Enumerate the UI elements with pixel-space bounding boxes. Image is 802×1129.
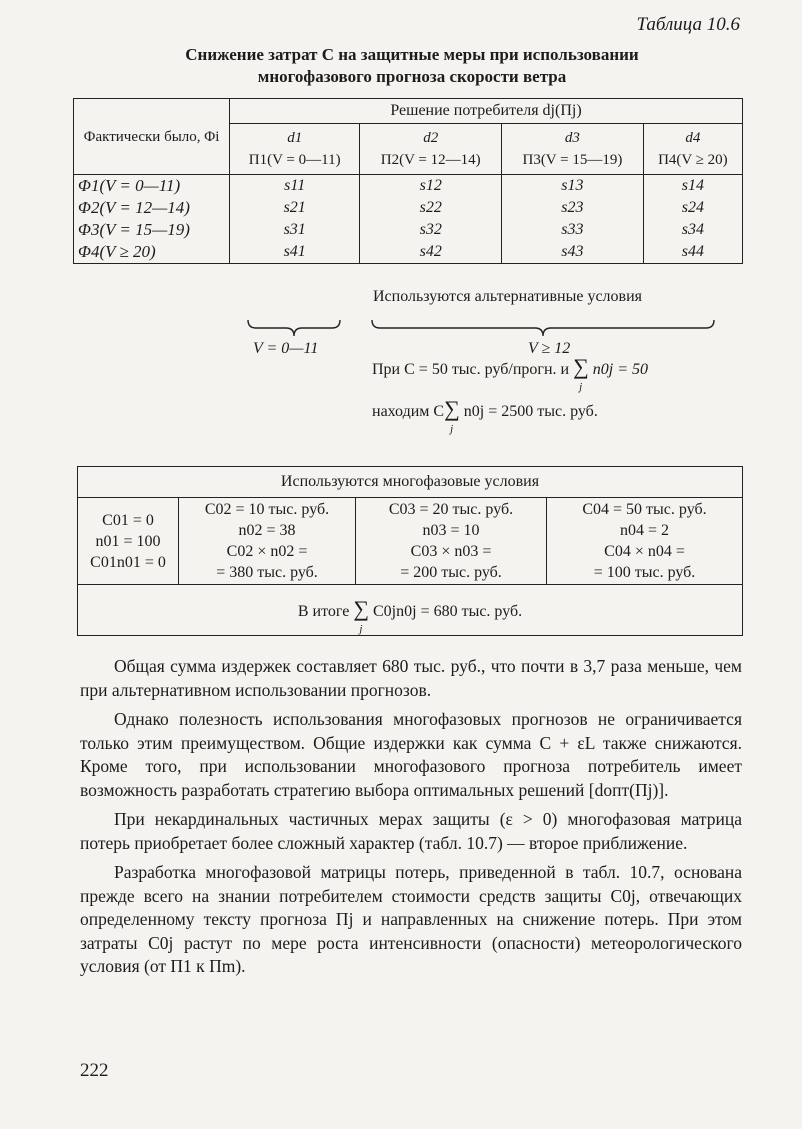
table-row xyxy=(74,175,743,198)
alternative-line-1: При C = 50 тыс. руб/прогн. и ∑ j n0j = 50 xyxy=(372,354,649,393)
actual-state-header: Фактически было, Φi xyxy=(74,99,230,175)
table-cell: s33 xyxy=(502,219,644,241)
alternative-conditions-title: Используются альтернативные условия xyxy=(373,288,643,305)
table-cell: s32 xyxy=(360,219,502,241)
table-cell: s34 xyxy=(643,219,742,241)
v-range-left: V = 0—11 xyxy=(253,340,319,357)
multiphase-header: Используются многофазовые условия xyxy=(78,467,743,498)
sum-symbol-icon: ∑ j xyxy=(573,354,589,393)
table-cell: C03 = 20 тыс. руб. n03 = 10 C03 × n03 = = 200 тыс. руб. xyxy=(356,498,547,585)
caption-line-2: многофазового прогноза скорости ветра xyxy=(257,67,567,86)
decision-matrix-table xyxy=(73,98,743,264)
table-cell: s44 xyxy=(643,241,742,264)
table-cell: s23 xyxy=(502,197,644,219)
caption-line-1: Снижение затрат C на защитные меры при использовании xyxy=(185,45,639,64)
paragraph: При некардинальных частичных мерах защиты (ε > 0) многофазовая матрица потерь приобретает более сложный характер (табл. 10.7) — второе приближение. xyxy=(80,809,742,853)
right-brace-icon xyxy=(370,318,716,338)
column-header-d4: d4 Π4(V ≥ 20) xyxy=(643,124,742,175)
paragraph: Разработка многофазовой матрицы потерь, приведенной в табл. 10.7, основана прежде всего на знании потребителем стоимости средств защиты C0j, отвечающих определенному тексту прогноза Πj и направленных на снижение потерь. При этом затраты C0j растут по мере роста интенсивности (опасности) метеорологического условия (от Π1 к Πm). xyxy=(80,862,742,976)
column-header-d2: d2 Π2(V = 12—14) xyxy=(360,124,502,175)
alternative-line-2: находим C∑ j n0j = 2500 тыс. руб. xyxy=(372,396,598,435)
multiphase-table xyxy=(77,466,743,636)
row-label: Φ2(V = 12—14) xyxy=(74,197,230,219)
table-row xyxy=(74,197,743,219)
row-label: Φ3(V = 15—19) xyxy=(74,219,230,241)
table-cell: s13 xyxy=(502,175,644,198)
v-range-right: V ≥ 12 xyxy=(528,340,571,357)
left-brace-icon xyxy=(246,318,342,338)
total-row: В итоге ∑ j C0jn0j = 680 тыс. руб. xyxy=(78,585,743,636)
table-cell: s41 xyxy=(230,241,360,264)
table-cell: s11 xyxy=(230,175,360,198)
table-cell: C01 = 0 n01 = 100 C01n01 = 0 xyxy=(78,498,179,585)
table-cell: s43 xyxy=(502,241,644,264)
table-cell: s14 xyxy=(643,175,742,198)
column-header-d1: d1 Π1(V = 0—11) xyxy=(230,124,360,175)
table-number-label: Таблица 10.6 xyxy=(636,14,740,35)
table-cell: s12 xyxy=(360,175,502,198)
column-header-d3: d3 Π3(V = 15—19) xyxy=(502,124,644,175)
page-number: 222 xyxy=(80,1060,109,1081)
paragraph: Общая сумма издержек составляет 680 тыс. руб., что почти в 3,7 раза меньше, чем при альтернативном использовании прогнозов. xyxy=(80,656,742,700)
table-cell: C04 = 50 тыс. руб. n04 = 2 C04 × n04 = = 100 тыс. руб. xyxy=(547,498,743,585)
table-cell: s21 xyxy=(230,197,360,219)
table-cell: s42 xyxy=(360,241,502,264)
sum-symbol-icon: ∑ j xyxy=(353,595,369,635)
sum-symbol-icon: ∑ j xyxy=(444,396,460,435)
table-cell: C02 = 10 тыс. руб. n02 = 38 C02 × n02 = = 380 тыс. руб. xyxy=(179,498,356,585)
table-row xyxy=(74,241,743,264)
row-label: Φ4(V ≥ 20) xyxy=(74,241,230,264)
paragraph: Однако полезность использования многофазовых прогнозов не ограничивается только этим преимуществом. Общие издержки как сумма C + εL также снижаются. Кроме того, при использовании многофазового прогноза потребитель имеет возможность разработать стратегию выбора оптимальных решений [dопт(Πj)]. xyxy=(80,709,742,800)
table-cell: s31 xyxy=(230,219,360,241)
table-cell: s24 xyxy=(643,197,742,219)
body-text xyxy=(80,655,742,985)
decision-header: Решение потребителя dj(Πj) xyxy=(230,99,743,124)
table-caption xyxy=(80,44,744,88)
row-label: Φ1(V = 0—11) xyxy=(74,175,230,198)
table-row xyxy=(74,219,743,241)
table-cell: s22 xyxy=(360,197,502,219)
